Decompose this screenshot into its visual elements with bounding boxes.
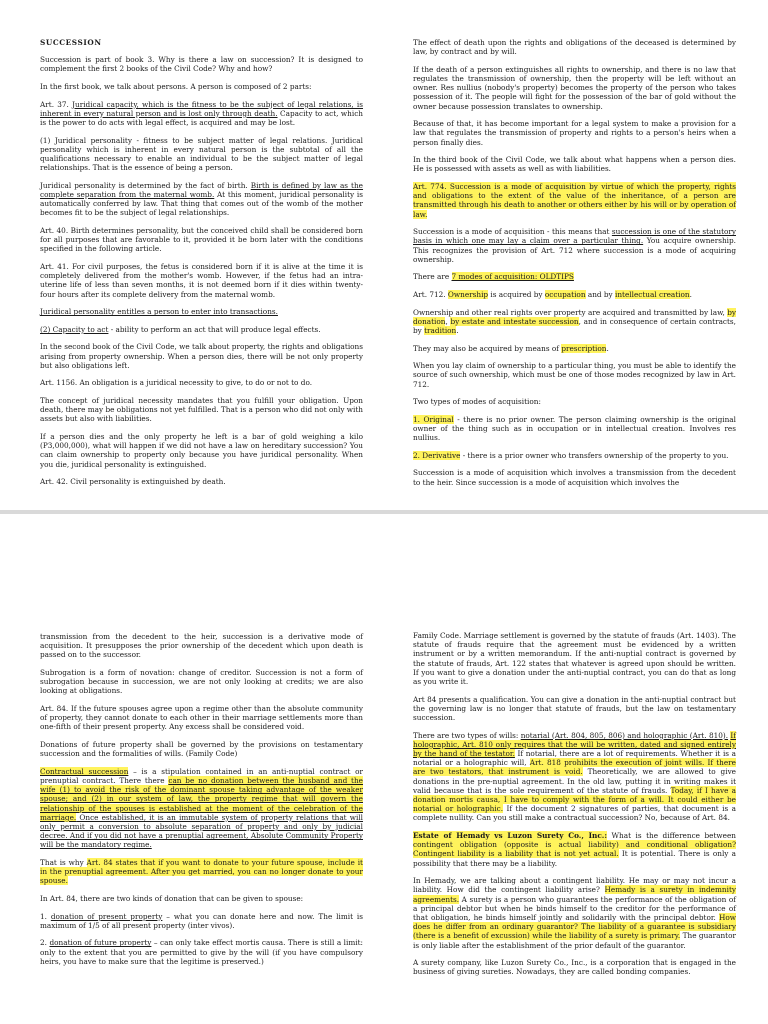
text-run: If the document 2 signatures of parties, that document is a complete nullity. Can you still make a contractual succession? No, because of Art. 84. bbox=[413, 804, 736, 823]
paragraph bbox=[413, 415, 736, 443]
text-run: The guarantor is only liable after the establishment of the prior default of the guarantor. bbox=[413, 931, 736, 950]
paragraph bbox=[40, 100, 363, 128]
paragraph bbox=[40, 396, 363, 424]
paragraph bbox=[40, 181, 363, 218]
text-run: 1. bbox=[40, 911, 51, 921]
text-run: Birth is defined by law as the complete separation from the maternal womb. bbox=[40, 180, 364, 199]
highlighted-text: 7 modes of acquisition: OLDTIPS bbox=[451, 272, 574, 282]
page-2-left-column bbox=[40, 632, 363, 974]
text-run: , bbox=[445, 316, 451, 326]
highlighted-text: Today, if I have a donation mortis causa, I have to comply with the form of a will. It could either be notarial or holographic. bbox=[413, 785, 736, 814]
text-run: Once established, it is an immutable system of property relations that will only permit a conversion to absolute separation of property and only by judicial decree. And if you did not have a prenuptial agreement, Absolute Community Property will be the mandatory regime. bbox=[40, 812, 363, 850]
highlighted-text: Art. 818 prohibits the execution of joint wills. If there are two testators, that instrument is void. bbox=[413, 758, 736, 777]
highlighted-text: 1. Original bbox=[413, 414, 454, 424]
highlighted-text: 2. Derivative bbox=[413, 450, 461, 460]
text-run: Art. 84. If the future spouses agree upon a regime other than the absolute community of property, they cannot donate to each other in their marriage settlements more than one-fifth of their present property. Any excess shall be considered void. bbox=[40, 704, 363, 732]
paragraph bbox=[40, 938, 363, 966]
highlighted-text: prescription bbox=[561, 343, 607, 353]
text-run: Art. 40. Birth determines personality, but the conceived child shall be considered born for all purposes that are favorable to it, provided it be born later with the conditions specified in the following article. bbox=[40, 226, 363, 254]
paragraph bbox=[40, 668, 363, 696]
text-run: Art 84 presents a qualification. You can give a donation in the anti-nuptial contract but the governing law is no longer that statute of frauds, but the law on testamentary succession. bbox=[413, 694, 736, 723]
text-run: Because of that, it has become important for a legal system to make a provision for a law that regulates the transmission of property and rights to a person's heirs when a person finally dies. bbox=[413, 119, 736, 147]
highlighted-text: How does he differ from an ordinary guarantor? The liability of a guarantee is subsidiary (there is a benefit of excussion) while the liability of a surety is primary. bbox=[413, 913, 736, 941]
text-run: Succession is a mode of acquisition which involves a transmission from the decedent to the heir. Since succession is a mode of acquisition which involves the bbox=[413, 468, 736, 487]
highlighted-text: Contractual succession bbox=[40, 766, 129, 776]
paragraph bbox=[413, 38, 736, 56]
text-run: Juridical personality is determined by the fact of birth. bbox=[40, 180, 251, 190]
text-run: They may also be acquired by means of bbox=[413, 343, 562, 353]
text-run: Subrogation is a form of novation: change of creditor. Succession is not a form of subrogation because in succession, we are not only looking at credits; we are also looking at obligations. bbox=[40, 668, 363, 696]
text-run: . bbox=[606, 343, 609, 353]
text-run: If a person dies and the only property he left is a bar of gold weighing a kilo (P3,000,000), what will happen if we did not have a law on hereditary succession? You can claim ownership to property only because you have juridical personality. When you die, juridical personality is extinguished. bbox=[40, 431, 363, 469]
highlighted-text: intellectual creation bbox=[615, 290, 690, 299]
text-run: transmission from the decedent to the heir, succession is a derivative mode of acquisition. It presupposes the prior ownership of the decedent which upon death is passed on to the successor. bbox=[40, 632, 363, 660]
paragraph bbox=[40, 226, 363, 254]
paragraph bbox=[413, 344, 736, 353]
paragraph bbox=[413, 451, 736, 460]
paragraph bbox=[40, 858, 363, 886]
highlighted-text: by estate and intestate succession bbox=[450, 316, 579, 326]
text-run: SUCCESSION bbox=[40, 38, 102, 47]
paragraph bbox=[413, 290, 736, 299]
text-run: Succession is a mode of acquisition - this means that bbox=[413, 227, 612, 237]
paragraph bbox=[413, 308, 736, 336]
paragraph bbox=[40, 432, 363, 469]
page-1-left-column bbox=[40, 38, 363, 495]
highlighted-text: tradition bbox=[424, 326, 457, 335]
text-run: Family Code. Marriage settlement is governed by the statute of frauds (Art. 1403). The statute of frauds require that the agreement must be evidenced by a written instrument or by a written memorandum. If the anti-nuptial contract is governed by the statute of frauds, Art. 122 states that whatever is agreed upon should be written. If you want to give a donation under the anti-nuptial contract, you can do that as long as you write it. bbox=[413, 631, 736, 687]
highlighted-text: contingent obligation (opposite is actual liability) and conditional obligation? bbox=[413, 840, 736, 850]
paragraph bbox=[413, 876, 736, 950]
paragraph bbox=[40, 378, 363, 387]
paragraph bbox=[413, 119, 736, 147]
highlighted-text: Estate of Hemady vs Luzon Surety Co., Inc.: bbox=[413, 831, 608, 841]
text-run: and by bbox=[585, 290, 616, 299]
text-run: Art. 41. For civil purposes, the fetus is considered born if it is alive at the time it is completely delivered from the mother's womb. However, if the fetus had an intra-uterine life of less than seven months, it is not deemed born if it dies within twenty-four hours after its complete delivery from the maternal womb. bbox=[40, 262, 363, 299]
text-run: It is potential. There is only a possibility that there may be a liability. bbox=[413, 849, 736, 868]
highlighted-text: occupation bbox=[544, 290, 586, 299]
text-run: In the third book of the Civil Code, we talk about what happens when a person dies. He is possessed with assets as well as with liabilities. bbox=[413, 155, 736, 174]
highlighted-text: by donation bbox=[413, 307, 736, 326]
paragraph bbox=[40, 912, 363, 930]
highlighted-text: Contingent liability is a liability that is not yet actual. bbox=[413, 849, 619, 859]
text-run: The effect of death upon the rights and obligations of the deceased is determined by law, by contract and by will. bbox=[413, 38, 736, 57]
text-run: Juridical personality entitles a person to enter into transactions. bbox=[40, 307, 278, 317]
text-run: Juridical capacity, which is the fitness to be the subject of legal relations, is inherent in every natural person and is lost only through death. bbox=[40, 99, 363, 118]
text-run: (2) Capacity to act bbox=[40, 324, 109, 334]
text-run: Art. 712. bbox=[413, 290, 448, 299]
paragraph bbox=[40, 894, 363, 903]
paragraph bbox=[413, 468, 736, 486]
paragraph bbox=[413, 155, 736, 173]
text-run: 2. bbox=[40, 938, 50, 948]
paragraph bbox=[40, 632, 363, 660]
text-run: What is the difference between bbox=[607, 831, 736, 841]
text-run: Art. 1156. An obligation is a juridical necessity to give, to do or not to do. bbox=[40, 378, 313, 388]
text-run: You acquire ownership. This recognizes the provision of Art. 712 where succession is a mode of acquiring ownership. bbox=[413, 236, 736, 264]
paragraph bbox=[40, 740, 363, 758]
paragraph bbox=[413, 831, 736, 868]
paragraph bbox=[40, 704, 363, 732]
text-run: At this moment, juridical personality is automatically conferred by law. That thing that comes out of the womb of the mother becomes fit to be the subject of legal relationships. bbox=[40, 190, 363, 218]
highlighted-text: Ownership bbox=[447, 290, 489, 299]
text-run: Capacity to act, which is the power to do acts with legal effect, is acquired and may be lost. bbox=[40, 108, 363, 127]
text-run: Art. 42. Civil personality is extinguished by death. bbox=[40, 477, 226, 487]
paragraph bbox=[413, 731, 736, 823]
paragraph bbox=[40, 307, 363, 316]
paragraph bbox=[413, 65, 736, 111]
text-run: The concept of juridical necessity mandates that you fulfill your obligation. Upon death, there may be obligations not yet fulfilled. That is a person who did not only with assets but also with liabilities. bbox=[40, 395, 363, 424]
text-run: There are bbox=[413, 272, 452, 282]
text-run: Two types of modes of acquisition: bbox=[413, 397, 541, 407]
paragraph bbox=[40, 136, 363, 173]
page-1-right-column bbox=[413, 38, 736, 495]
paragraph bbox=[413, 958, 736, 976]
highlighted-text: Hemady is a surety in indemnity agreements. bbox=[413, 885, 737, 904]
text-run: is acquired by bbox=[488, 290, 545, 299]
text-run: A surety company, like Luzon Surety Co., Inc., is a corporation that is engaged in the business of giving sureties. Nowadays, they are called bonding companies. bbox=[413, 958, 736, 977]
text-run: There are two types of wills: bbox=[413, 730, 521, 740]
text-run: notarial (Art. 804, 805, 806) and holographic (Art. 810). bbox=[520, 730, 729, 740]
text-run: – what you can donate here and now. The limit is maximum of 1/5 of all present property (inter vivos). bbox=[40, 911, 363, 930]
paragraph bbox=[40, 55, 363, 73]
text-run: – can only take effect mortis causa. There is still a limit: only to the extent that you are permitted to give by the will (if you have compulsory heirs, you have to make sure that the legitime is preserved.) bbox=[40, 938, 363, 966]
text-run: In the second book of the Civil Code, we talk about property, the rights and obligations arising from property ownership. When a person dies, there will be not only property but also obligations left. bbox=[40, 342, 363, 370]
text-run: . bbox=[689, 290, 692, 299]
highlighted-text: If holographic, Art. 810 only requires that the will be written, dated and signed entirely by the hand of the testator. bbox=[413, 730, 736, 759]
paragraph bbox=[40, 262, 363, 299]
highlighted-text: Art. 84 states that if you want to donate to your future spouse, include it in the prenuptial agreement. After you get married, you can no longer donate to your spouse. bbox=[40, 858, 363, 886]
text-run: Succession is part of book 3. Why is there a law on succession? It is designed to complement the first 2 books of the Civil Code? Why and how? bbox=[40, 55, 363, 74]
text-run: donation of present property bbox=[50, 911, 163, 921]
text-run: (1) Juridical personality - fitness to be subject matter of legal relations. Juridical personality which is inherent in every natural person is the subtotal of all the qualifications necessary to enable an individual to be the subject matter of legal relationships. That is the essence of being a person. bbox=[40, 135, 363, 173]
document-heading bbox=[40, 38, 363, 47]
text-run: Ownership and other real rights over property are acquired and transmitted by law, bbox=[413, 307, 728, 317]
page-2-right-column bbox=[413, 631, 736, 985]
text-run: When you lay claim of ownership to a particular thing, you must be able to identify the source of such ownership, which must be one of those modes recognized by law in Art. 712. bbox=[413, 361, 736, 389]
text-run: A surety is a person who guarantees the performance of the obligation of a principal debtor but when he binds himself to the creditor for the performance of that obligation, he binds himself jointly and solidarily with the principal debtor. bbox=[413, 894, 736, 923]
text-run: – is a stipulation contained in an anti-nuptial contract or prenuptial contract. There there bbox=[40, 766, 363, 785]
text-run: Theoretically, we are allowed to give donations in the pre-nuptial agreement. In the old law, putting it in writing makes it valid because that is the sole requirement of the statute of frauds. bbox=[413, 767, 737, 795]
paragraph bbox=[40, 767, 363, 850]
text-run: donation of future property bbox=[49, 938, 152, 948]
text-run: In Hemady, we are talking about a contingent liability. He may or may not incur a liability. How did the contingent liability arise? bbox=[413, 876, 736, 895]
text-run: - ability to perform an act that will produce legal effects. bbox=[108, 324, 321, 334]
paragraph bbox=[413, 182, 736, 219]
text-run: Donations of future property shall be governed by the provisions on testamentary succession and the formalities of wills. (Family Code) bbox=[40, 740, 363, 759]
page-2 bbox=[0, 514, 768, 1024]
paragraph bbox=[40, 82, 363, 91]
text-run: - there is no prior owner. The person claiming ownership is the original owner of the thing such as in occupation or in intellectual creation. Involves res nullius. bbox=[413, 414, 736, 443]
text-run: . bbox=[456, 326, 459, 335]
paragraph bbox=[413, 397, 736, 406]
highlighted-text: Art. 774. Succession is a mode of acquisition by virtue of which the property, rights and obligations to the extent of the value of the inheritance, of a person are transmitted through his death to another or others either by his will or by operation of law. bbox=[413, 182, 736, 219]
text-run: , and in consequence of certain contracts, by bbox=[413, 316, 736, 335]
highlighted-text: can be no donation between the husband and the wife (1) to avoid the risk of the dominant spouse taking advantage of the weaker spouse; and (2) in our system of law, the property regime that will govern the relationship of the spouses is established at the moment of the celebration of the marriage. bbox=[40, 776, 363, 822]
text-run: - there is a prior owner who transfers ownership of the property to you. bbox=[460, 450, 729, 460]
text-run: In the first book, we talk about persons. A person is composed of 2 parts: bbox=[40, 82, 312, 91]
text-run: That is why bbox=[40, 858, 87, 868]
paragraph bbox=[413, 272, 736, 281]
text-run: Art. 37. bbox=[40, 99, 73, 109]
paragraph bbox=[40, 342, 363, 370]
text-run: In Art. 84, there are two kinds of donation that can be given to spouse: bbox=[40, 894, 304, 904]
text-run: If the death of a person extinguishes all rights to ownership, and there is no law that regulates the transmission of ownership, then the property will be left without an owner. Res nullius (nobody's property) becomes the property of the person who takes possession of it. The people will fight for the possession of the bar of gold without the owner because possession translates to ownership. bbox=[413, 64, 736, 111]
paragraph bbox=[413, 227, 736, 264]
paragraph bbox=[413, 361, 736, 389]
page-1 bbox=[0, 0, 768, 510]
paragraph bbox=[413, 695, 736, 723]
paragraph bbox=[40, 477, 363, 486]
paragraph bbox=[413, 631, 736, 686]
text-run: If notarial, there are a lot of requirements. Whether it is a notarial or a holographic will, bbox=[413, 749, 736, 768]
paragraph bbox=[40, 325, 363, 334]
text-run: succession is one of the statutory basis in which one may lay a claim over a particular thing. bbox=[413, 227, 736, 246]
